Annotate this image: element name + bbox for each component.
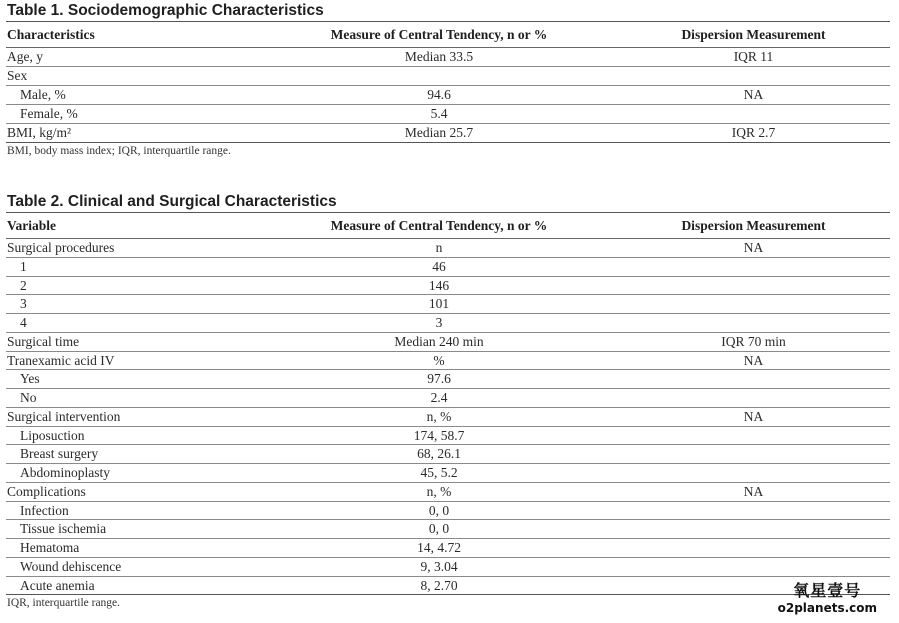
- row-value: n, %: [426, 408, 452, 424]
- table-row: [6, 276, 890, 295]
- row-dispersion: NA: [743, 483, 764, 499]
- table-row: [6, 389, 890, 408]
- row-dispersion: [616, 314, 890, 333]
- table2-header-row: [6, 213, 890, 239]
- table2-header-dispersion: Dispersion Measurement: [681, 218, 826, 233]
- row-value: 101: [428, 296, 450, 312]
- row-value: 3: [435, 315, 443, 330]
- row-dispersion: [616, 295, 890, 314]
- row-value: n, %: [426, 483, 452, 499]
- row-label: Tranexamic acid IV: [7, 352, 115, 368]
- row-label: Yes: [20, 371, 40, 387]
- table2-section: [6, 191, 890, 611]
- table-row: [6, 576, 890, 595]
- row-label: 2: [20, 277, 27, 293]
- row-value: 94.6: [427, 87, 451, 102]
- row-label: Complications: [7, 483, 86, 499]
- row-value: 0, 0: [428, 502, 450, 518]
- row-dispersion: [616, 557, 890, 576]
- row-dispersion: [616, 445, 890, 464]
- row-value: 9, 3.04: [420, 558, 458, 574]
- row-label: Hematoma: [20, 540, 80, 555]
- row-label: Surgical time: [7, 333, 80, 349]
- row-label: 4: [20, 315, 27, 330]
- table2-title: Table 2. Clinical and Surgical Characteristics: [7, 193, 337, 210]
- row-label: 1: [20, 258, 27, 274]
- table-row: [6, 314, 890, 333]
- table-row: [6, 48, 890, 67]
- watermark-site-text: o2planets.com: [777, 601, 877, 615]
- row-dispersion: [616, 370, 890, 389]
- table2-footnote: IQR, interquartile range.: [7, 597, 121, 610]
- table1-header-characteristics: Characteristics: [7, 27, 95, 42]
- row-value: 14, 4.72: [417, 540, 461, 555]
- table-row: [6, 539, 890, 558]
- table1-footnote: BMI, body mass index; IQR, interquartile range.: [7, 145, 231, 157]
- row-dispersion: [616, 389, 890, 408]
- row-dispersion: [616, 520, 890, 539]
- row-value: 45, 5.2: [420, 465, 458, 480]
- table1-header-dispersion: Dispersion Measurement: [681, 27, 826, 42]
- row-label: 3: [20, 296, 27, 312]
- row-label: Acute anemia: [20, 577, 95, 593]
- table-row: [6, 351, 890, 370]
- row-dispersion: [616, 426, 890, 445]
- table-row: [6, 86, 890, 105]
- row-value: 46: [432, 258, 446, 274]
- table1-title: Table 1. Sociodemographic Characteristics: [7, 2, 324, 19]
- table1-header-row: [6, 22, 890, 48]
- row-label: Female, %: [20, 106, 78, 121]
- row-label: Tissue ischemia: [20, 521, 107, 537]
- table1-header-central-tendency: Measure of Central Tendency, n or %: [330, 27, 548, 42]
- table-row: [6, 105, 890, 124]
- row-value: 0, 0: [428, 521, 450, 537]
- row-dispersion: NA: [743, 87, 764, 102]
- row-dispersion: [616, 257, 890, 276]
- row-value: 68, 26.1: [417, 446, 461, 462]
- table-row: [6, 557, 890, 576]
- row-value: 146: [428, 277, 450, 293]
- table2-header-variable: Variable: [7, 218, 57, 233]
- row-dispersion: IQR 2.7: [731, 125, 776, 140]
- row-label: Surgical intervention: [7, 408, 121, 424]
- table-row: [6, 501, 890, 520]
- row-label: BMI, kg/m²: [7, 125, 72, 140]
- row-dispersion: [616, 276, 890, 295]
- row-label: Breast surgery: [20, 446, 99, 462]
- row-dispersion: NA: [743, 240, 764, 255]
- table-row: [6, 332, 890, 351]
- table2: [6, 212, 890, 595]
- row-value: n: [435, 240, 443, 255]
- row-label: Male, %: [20, 87, 66, 102]
- row-label: Wound dehiscence: [20, 558, 122, 574]
- table-row: [6, 520, 890, 539]
- row-value: 2.4: [430, 390, 448, 405]
- row-dispersion: [616, 539, 890, 558]
- row-value: 97.6: [427, 371, 451, 387]
- row-value: %: [433, 352, 445, 368]
- row-value: 8, 2.70: [420, 577, 458, 593]
- row-dispersion: [616, 67, 890, 86]
- row-label: Surgical procedures: [7, 240, 115, 255]
- row-value: 5.4: [430, 106, 448, 121]
- watermark-chinese-text: 氧星壹号: [793, 581, 862, 600]
- row-dispersion: [616, 105, 890, 124]
- table-row: [6, 482, 890, 501]
- table-row: [6, 257, 890, 276]
- table-row: [6, 67, 890, 86]
- row-value: Median 33.5: [404, 49, 474, 64]
- table-row: [6, 370, 890, 389]
- watermark: [778, 581, 877, 615]
- row-label: Abdominoplasty: [20, 465, 110, 480]
- table-row: [6, 124, 890, 143]
- row-label: Sex: [7, 68, 28, 83]
- row-dispersion: IQR 11: [733, 49, 774, 64]
- row-label: Age, y: [7, 49, 43, 64]
- table1-section: [6, 0, 890, 159]
- row-value: Median 25.7: [404, 125, 474, 140]
- row-dispersion: [616, 501, 890, 520]
- row-label: Liposuction: [20, 427, 85, 443]
- row-label: No: [20, 390, 37, 405]
- table-row: [6, 445, 890, 464]
- table-row: [6, 464, 890, 483]
- row-dispersion: IQR 70 min: [721, 333, 786, 349]
- row-value: 174, 58.7: [413, 427, 465, 443]
- row-dispersion: NA: [743, 352, 764, 368]
- table-row: [6, 239, 890, 258]
- table-row: [6, 426, 890, 445]
- row-value: [261, 67, 616, 86]
- row-value: Median 240 min: [394, 333, 484, 349]
- table-row: [6, 295, 890, 314]
- row-label: Infection: [20, 502, 69, 518]
- table1: [6, 21, 890, 143]
- row-dispersion: [616, 464, 890, 483]
- table-row: [6, 407, 890, 426]
- table2-header-central-tendency: Measure of Central Tendency, n or %: [330, 218, 548, 233]
- row-dispersion: NA: [743, 408, 764, 424]
